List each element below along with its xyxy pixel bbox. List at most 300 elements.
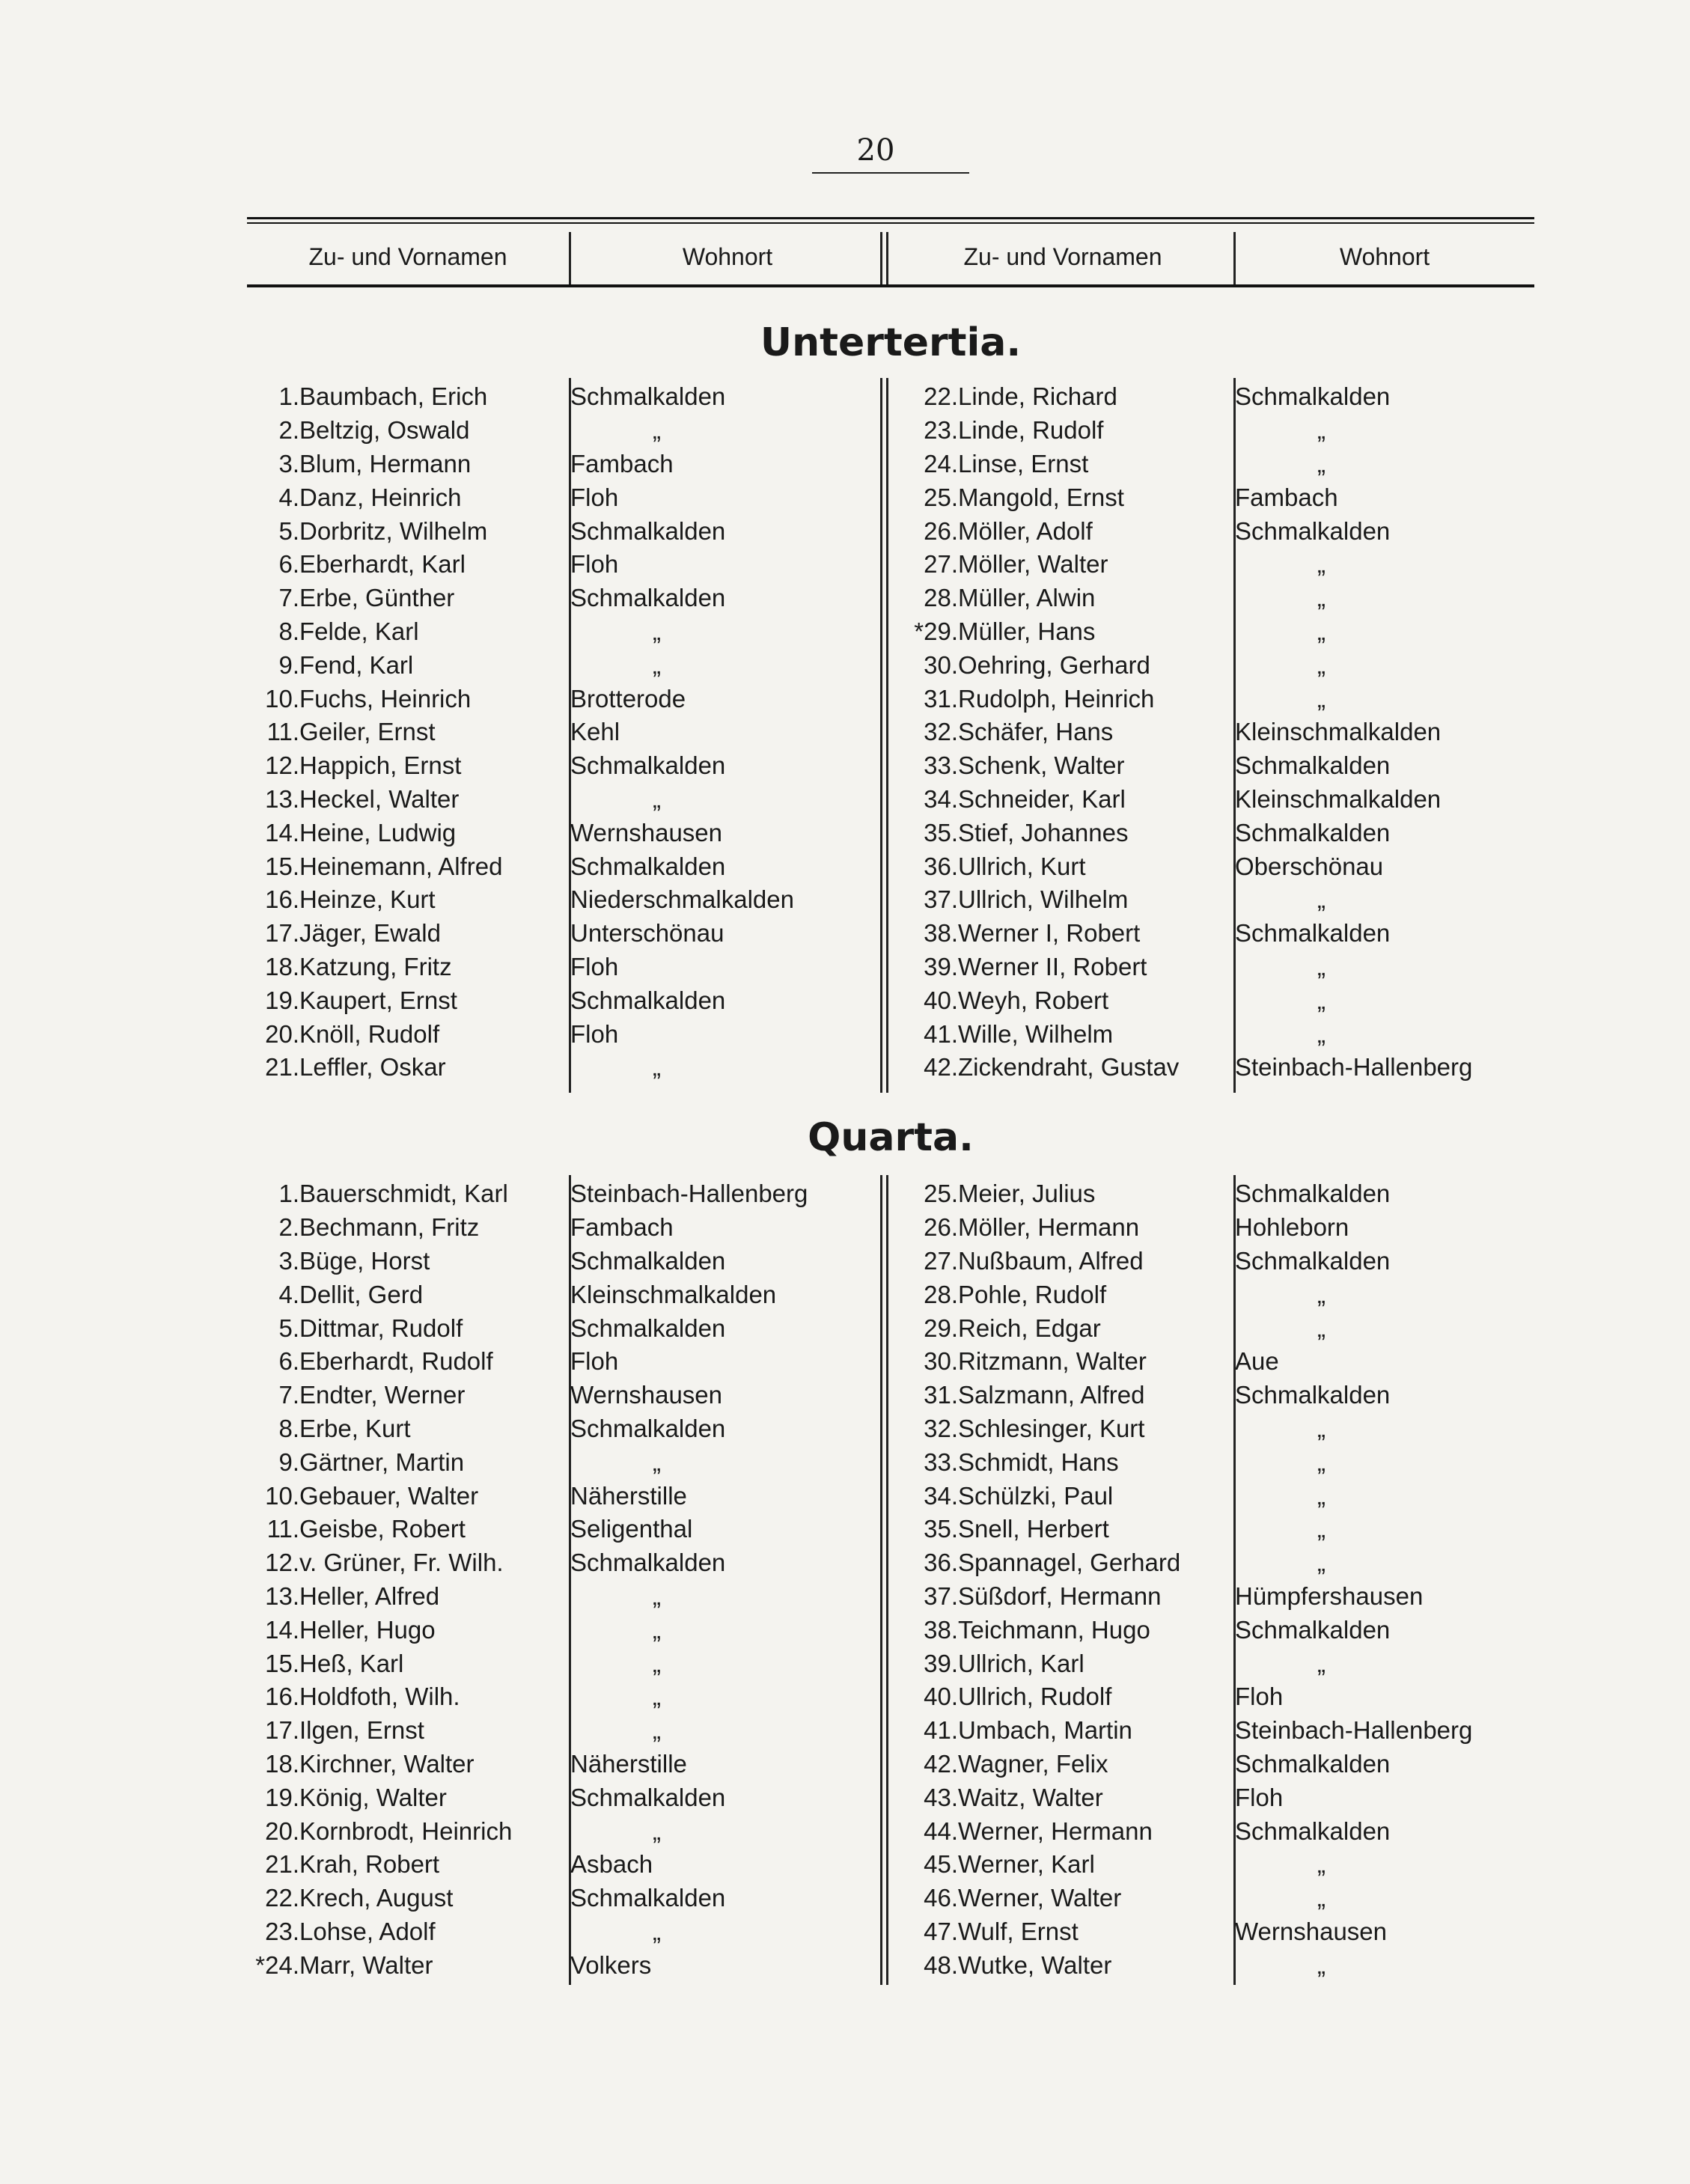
- student-name: Meier, Julius: [958, 1180, 1096, 1208]
- entry-number: 10.: [265, 684, 299, 713]
- roster-row: [1235, 1177, 1534, 1211]
- residence: „: [1317, 1549, 1326, 1577]
- roster-row: [888, 1051, 1233, 1085]
- residence: Floh: [1235, 1783, 1284, 1811]
- roster-row: [888, 1848, 1233, 1882]
- untertertia-left-table: [217, 380, 569, 1085]
- student-name: Büge, Horst: [299, 1246, 430, 1275]
- residence: „: [1317, 449, 1326, 478]
- roster-row: [217, 783, 569, 817]
- section-title-untertertia: Untertertia.: [760, 320, 1022, 365]
- roster-row: [570, 1379, 880, 1412]
- residence: Schmalkalden: [570, 1414, 726, 1442]
- entry-number: 40.: [924, 986, 958, 1014]
- entry-number: *24.: [255, 1950, 299, 1979]
- residence: Schmalkalden: [570, 1549, 726, 1577]
- entry-number: 20.: [265, 1817, 299, 1845]
- residence: „: [653, 1817, 661, 1845]
- student-name: Heine, Ludwig: [299, 818, 457, 847]
- student-name: Knöll, Rudolf: [299, 1019, 440, 1048]
- residence: Floh: [570, 550, 619, 579]
- entry-number: 16.: [265, 885, 299, 914]
- roster-row: [1235, 883, 1534, 917]
- roster-row: [888, 682, 1233, 716]
- page-number: 20: [856, 133, 895, 168]
- roster-row: [1235, 1445, 1534, 1479]
- entry-number: 46.: [924, 1884, 958, 1912]
- residence: „: [1317, 650, 1326, 679]
- entry-number: 2.: [278, 1213, 299, 1242]
- residence: Asbach: [570, 1850, 653, 1879]
- residence: Floh: [570, 1019, 619, 1048]
- entry-number: 17.: [265, 919, 299, 948]
- residence: Floh: [570, 1347, 619, 1376]
- roster-row: [888, 1513, 1233, 1546]
- residence: Hümpfershausen: [1235, 1581, 1424, 1610]
- student-name: Werner I, Robert: [958, 919, 1141, 948]
- roster-row: [217, 548, 569, 582]
- roster-row: [888, 1479, 1233, 1513]
- entry-number: 36.: [924, 852, 958, 880]
- residence: „: [653, 1683, 661, 1711]
- student-name: Schmidt, Hans: [958, 1448, 1119, 1476]
- residence: „: [653, 1053, 661, 1082]
- entry-number: 9.: [278, 1448, 299, 1476]
- entry-number: 38.: [924, 919, 958, 948]
- entry-number: 6.: [278, 550, 299, 579]
- residence: Schmalkalden: [570, 852, 726, 880]
- residence: „: [1317, 1481, 1326, 1510]
- entry-number: 8.: [278, 617, 299, 645]
- student-name: Fuchs, Heinrich: [299, 684, 472, 713]
- entry-number: 4.: [278, 483, 299, 511]
- roster-row: [1235, 1379, 1534, 1412]
- student-name: Kornbrodt, Heinrich: [299, 1817, 513, 1845]
- student-name: Wulf, Ernst: [958, 1917, 1079, 1945]
- roster-row: [570, 615, 880, 649]
- entry-number: 16.: [265, 1683, 299, 1711]
- roster-row: [570, 682, 880, 716]
- roster-row: [888, 983, 1233, 1017]
- roster-row: [1235, 1245, 1534, 1278]
- roster-row: [217, 1379, 569, 1412]
- residence: „: [1317, 1448, 1326, 1476]
- roster-row: [1235, 481, 1534, 514]
- entry-number: 42.: [924, 1053, 958, 1082]
- student-name: Salzmann, Alfred: [958, 1381, 1145, 1409]
- roster-row: [1235, 1814, 1534, 1848]
- roster-row: [888, 448, 1233, 481]
- entry-number: 22.: [265, 1884, 299, 1912]
- residence: Schmalkalden: [1235, 1246, 1391, 1275]
- roster-row: [1235, 917, 1534, 951]
- roster-row: [570, 481, 880, 514]
- residence: Aue: [1235, 1347, 1279, 1376]
- roster-row: [1235, 816, 1534, 849]
- roster-row: [217, 1647, 569, 1680]
- student-name: Katzung, Fritz: [299, 952, 452, 980]
- roster-row: [217, 1479, 569, 1513]
- student-name: Rudolph, Heinrich: [958, 684, 1155, 713]
- entry-number: 41.: [924, 1716, 958, 1745]
- roster-row: [217, 1580, 569, 1614]
- entry-number: 38.: [924, 1615, 958, 1644]
- student-name: Werner, Walter: [958, 1884, 1122, 1912]
- residence: Steinbach-Hallenberg: [1235, 1053, 1473, 1082]
- roster-row: [888, 1211, 1233, 1245]
- student-name: Möller, Adolf: [958, 516, 1093, 545]
- entry-number: 23.: [924, 416, 958, 445]
- roster-row: [888, 548, 1233, 582]
- roster-row: [1235, 414, 1534, 448]
- roster-row: [570, 648, 880, 682]
- entry-number: 19.: [265, 986, 299, 1014]
- roster-row: [1235, 582, 1534, 615]
- entry-number: 36.: [924, 1549, 958, 1577]
- residence: Schmalkalden: [1235, 1180, 1391, 1208]
- student-name: Süßdorf, Hermann: [958, 1581, 1162, 1610]
- residence: Schmalkalden: [570, 1246, 726, 1275]
- student-name: Bauerschmidt, Karl: [299, 1180, 508, 1208]
- roster-row: [888, 1445, 1233, 1479]
- quarta-right-places: [1235, 1177, 1534, 1982]
- roster-row: [1235, 682, 1534, 716]
- roster-row: [1235, 749, 1534, 783]
- roster-row: [1235, 1412, 1534, 1446]
- student-name: Dorbritz, Wilhelm: [299, 516, 488, 545]
- student-name: Weyh, Robert: [958, 986, 1109, 1014]
- roster-row: [888, 1311, 1233, 1345]
- entry-number: 31.: [924, 1381, 958, 1409]
- residence: „: [653, 617, 661, 645]
- roster-row: [570, 816, 880, 849]
- roster-row: [217, 883, 569, 917]
- roster-row: [888, 749, 1233, 783]
- student-name: Geisbe, Robert: [299, 1515, 466, 1543]
- roster-row: [570, 1278, 880, 1311]
- roster-row: [217, 1848, 569, 1882]
- entry-number: 13.: [265, 784, 299, 813]
- student-name: Umbach, Martin: [958, 1716, 1132, 1745]
- roster-row: [1235, 1580, 1534, 1614]
- residence: Kleinschmalkalden: [570, 1280, 777, 1308]
- column-rule: [880, 1175, 882, 1985]
- residence: Wernshausen: [570, 818, 723, 847]
- residence: Schmalkalden: [570, 382, 726, 411]
- student-name: Möller, Hermann: [958, 1213, 1140, 1242]
- student-name: Beltzig, Oswald: [299, 416, 470, 445]
- student-name: Kirchner, Walter: [299, 1749, 475, 1778]
- roster-row: [570, 1948, 880, 1982]
- entry-number: 40.: [924, 1683, 958, 1711]
- entry-number: 15.: [265, 852, 299, 880]
- residence: Oberschönau: [1235, 852, 1384, 880]
- student-name: Holdfoth, Wilh.: [299, 1683, 460, 1711]
- residence: Schmalkalden: [570, 751, 726, 780]
- roster-row: [570, 1345, 880, 1379]
- residence: Schmalkalden: [570, 584, 726, 612]
- roster-row: [1235, 615, 1534, 649]
- column-rule: [880, 232, 882, 284]
- section-title-quarta: Quarta.: [808, 1115, 974, 1160]
- residence: „: [653, 1716, 661, 1745]
- roster-row: [570, 1580, 880, 1614]
- roster-row: [1235, 1714, 1534, 1748]
- residence: „: [1317, 1649, 1326, 1677]
- roster-row: [888, 1714, 1233, 1748]
- residence: Schmalkalden: [1235, 516, 1391, 545]
- student-name: Kaupert, Ernst: [299, 986, 457, 1014]
- roster-row: [888, 1814, 1233, 1848]
- roster-row: [1235, 1546, 1534, 1580]
- entry-number: 34.: [924, 784, 958, 813]
- roster-row: [570, 1647, 880, 1680]
- residence: „: [653, 1448, 661, 1476]
- entry-number: 7.: [278, 1381, 299, 1409]
- roster-row: [217, 1311, 569, 1345]
- roster-row: [888, 951, 1233, 984]
- entry-number: 43.: [924, 1783, 958, 1811]
- roster-row: [570, 883, 880, 917]
- entry-number: 9.: [278, 650, 299, 679]
- residence: „: [1317, 1314, 1326, 1342]
- student-name: Geiler, Ernst: [299, 718, 436, 746]
- entry-number: 25.: [924, 1180, 958, 1208]
- entry-number: 7.: [278, 584, 299, 612]
- quarta-left-places: [570, 1177, 880, 1982]
- roster-row: [217, 1814, 569, 1848]
- residence: Floh: [570, 483, 619, 511]
- student-name: Ullrich, Wilhelm: [958, 885, 1129, 914]
- student-name: Wagner, Felix: [958, 1749, 1108, 1778]
- roster-row: [1235, 849, 1534, 883]
- residence: Wernshausen: [1235, 1917, 1388, 1945]
- student-name: Stief, Johannes: [958, 818, 1129, 847]
- entry-number: 48.: [924, 1950, 958, 1979]
- untertertia-left-places: [570, 380, 880, 1085]
- roster-row: [570, 1814, 880, 1848]
- untertertia-right-places: [1235, 380, 1534, 1085]
- student-name: Schäfer, Hans: [958, 718, 1114, 746]
- entry-number: 42.: [924, 1749, 958, 1778]
- roster-row: [217, 983, 569, 1017]
- entry-number: 32.: [924, 1414, 958, 1442]
- student-name: Heß, Karl: [299, 1649, 404, 1677]
- student-name: Leffler, Oskar: [299, 1053, 446, 1082]
- roster-row: [888, 1379, 1233, 1412]
- entry-number: 24.: [924, 449, 958, 478]
- entry-number: 32.: [924, 718, 958, 746]
- entry-number: *29.: [914, 617, 958, 645]
- roster-row: [888, 1748, 1233, 1781]
- roster-row: [570, 951, 880, 984]
- roster-row: [570, 983, 880, 1017]
- roster-row: [217, 1513, 569, 1546]
- student-name: Gebauer, Walter: [299, 1481, 479, 1510]
- residence: Steinbach-Hallenberg: [1235, 1716, 1473, 1745]
- roster-row: [570, 1513, 880, 1546]
- student-name: Jäger, Ewald: [299, 919, 441, 948]
- entry-number: 22.: [924, 382, 958, 411]
- roster-row: [1235, 648, 1534, 682]
- page-number-rule: [812, 172, 969, 174]
- residence: Schmalkalden: [1235, 382, 1391, 411]
- entry-number: 33.: [924, 751, 958, 780]
- residence: „: [1317, 1019, 1326, 1048]
- residence: „: [653, 416, 661, 445]
- roster-row: [570, 380, 880, 414]
- residence: Schmalkalden: [570, 1884, 726, 1912]
- roster-row: [217, 749, 569, 783]
- roster-row: [1235, 983, 1534, 1017]
- roster-row: [1235, 716, 1534, 749]
- student-name: Ilgen, Ernst: [299, 1716, 424, 1745]
- roster-row: [1235, 1479, 1534, 1513]
- roster-row: [1235, 1017, 1534, 1051]
- student-name: Nußbaum, Alfred: [958, 1246, 1144, 1275]
- residence: „: [1317, 885, 1326, 914]
- roster-row: [1235, 1278, 1534, 1311]
- residence: „: [1317, 1850, 1326, 1879]
- residence: Wernshausen: [570, 1381, 723, 1409]
- student-name: Krah, Robert: [299, 1850, 440, 1879]
- student-name: Möller, Walter: [958, 550, 1108, 579]
- roster-row: [888, 648, 1233, 682]
- column-rule: [880, 378, 882, 1093]
- student-name: Müller, Alwin: [958, 584, 1096, 612]
- residence: „: [1317, 952, 1326, 980]
- roster-row: [888, 1017, 1233, 1051]
- student-name: Waitz, Walter: [958, 1783, 1103, 1811]
- roster-row: [570, 514, 880, 548]
- student-name: König, Walter: [299, 1783, 447, 1811]
- roster-row: [888, 783, 1233, 817]
- entry-number: 20.: [265, 1019, 299, 1048]
- roster-row: [1235, 380, 1534, 414]
- roster-row: [1235, 548, 1534, 582]
- residence: Schmalkalden: [570, 516, 726, 545]
- student-name: Heller, Alfred: [299, 1581, 440, 1610]
- entry-number: 8.: [278, 1414, 299, 1442]
- column-rule: [886, 232, 888, 284]
- student-name: Zickendraht, Gustav: [958, 1053, 1180, 1082]
- roster-row: [217, 514, 569, 548]
- roster-row: [570, 1412, 880, 1446]
- student-name: Eberhardt, Karl: [299, 550, 466, 579]
- roster-row: [1235, 1513, 1534, 1546]
- roster-row: [217, 917, 569, 951]
- student-name: Krech, August: [299, 1884, 454, 1912]
- roster-row: [217, 1211, 569, 1245]
- roster-row: [570, 1017, 880, 1051]
- entry-number: 25.: [924, 483, 958, 511]
- residence: Fambach: [1235, 483, 1338, 511]
- roster-row: [217, 481, 569, 514]
- roster-row: [570, 716, 880, 749]
- entry-number: 14.: [265, 1615, 299, 1644]
- roster-row: [1235, 1345, 1534, 1379]
- roster-row: [217, 1714, 569, 1748]
- residence: Kleinschmalkalden: [1235, 784, 1442, 813]
- roster-row: [1235, 1882, 1534, 1915]
- residence: Näherstille: [570, 1749, 687, 1778]
- roster-row: [217, 1546, 569, 1580]
- entry-number: 10.: [265, 1481, 299, 1510]
- student-name: Linde, Richard: [958, 382, 1117, 411]
- residence: Schmalkalden: [570, 986, 726, 1014]
- entry-number: 11.: [266, 1515, 299, 1543]
- student-name: Eberhardt, Rudolf: [299, 1347, 493, 1376]
- student-name: Felde, Karl: [299, 617, 419, 645]
- roster-row: [217, 1781, 569, 1814]
- roster-row: [888, 1948, 1233, 1982]
- roster-row: [1235, 1680, 1534, 1714]
- residence: „: [1317, 1884, 1326, 1912]
- entry-number: 28.: [924, 584, 958, 612]
- roster-row: [570, 1311, 880, 1345]
- student-name: Wille, Wilhelm: [958, 1019, 1114, 1048]
- roster-row: [888, 615, 1233, 649]
- roster-row: [888, 883, 1233, 917]
- student-name: Teichmann, Hugo: [958, 1615, 1150, 1644]
- roster-row: [888, 481, 1233, 514]
- entry-number: 30.: [924, 1347, 958, 1376]
- roster-row: [217, 1278, 569, 1311]
- header-name-left: Zu- und Vornamen: [308, 243, 507, 270]
- roster-row: [570, 783, 880, 817]
- entry-number: 18.: [265, 952, 299, 980]
- student-name: Werner, Karl: [958, 1850, 1095, 1879]
- residence: Schmalkalden: [1235, 1381, 1391, 1409]
- roster-row: [888, 1245, 1233, 1278]
- residence: „: [1317, 584, 1326, 612]
- residence: Schmalkalden: [570, 1314, 726, 1342]
- residence: Näherstille: [570, 1481, 687, 1510]
- student-name: Schneider, Karl: [958, 784, 1126, 813]
- entry-number: 12.: [265, 1549, 299, 1577]
- residence: „: [653, 1917, 661, 1945]
- roster-row: [217, 1345, 569, 1379]
- residence: Hohleborn: [1235, 1213, 1349, 1242]
- roster-row: [217, 1051, 569, 1085]
- roster-row: [570, 917, 880, 951]
- student-name: Oehring, Gerhard: [958, 650, 1150, 679]
- quarta-right-table: [888, 1177, 1233, 1982]
- residence: Niederschmalkalden: [570, 885, 794, 914]
- entry-number: 39.: [924, 952, 958, 980]
- student-name: Blum, Hermann: [299, 449, 472, 478]
- roster-row: [1235, 1915, 1534, 1949]
- header-place-right: Wohnort: [1339, 243, 1430, 270]
- student-name: Spannagel, Gerhard: [958, 1549, 1181, 1577]
- residence: „: [1317, 1515, 1326, 1543]
- roster-row: [888, 1882, 1233, 1915]
- residence: „: [653, 1649, 661, 1677]
- roster-row: [570, 1680, 880, 1714]
- roster-row: [217, 414, 569, 448]
- entry-number: 28.: [924, 1280, 958, 1308]
- residence: „: [1317, 550, 1326, 579]
- student-name: Mangold, Ernst: [958, 483, 1124, 511]
- student-name: Heckel, Walter: [299, 784, 460, 813]
- residence: Floh: [1235, 1683, 1284, 1711]
- entry-number: 41.: [924, 1019, 958, 1048]
- roster-row: [1235, 1647, 1534, 1680]
- entry-number: 29.: [924, 1314, 958, 1342]
- student-name: Linse, Ernst: [958, 449, 1089, 478]
- entry-number: 12.: [265, 751, 299, 780]
- roster-row: [1235, 1051, 1534, 1085]
